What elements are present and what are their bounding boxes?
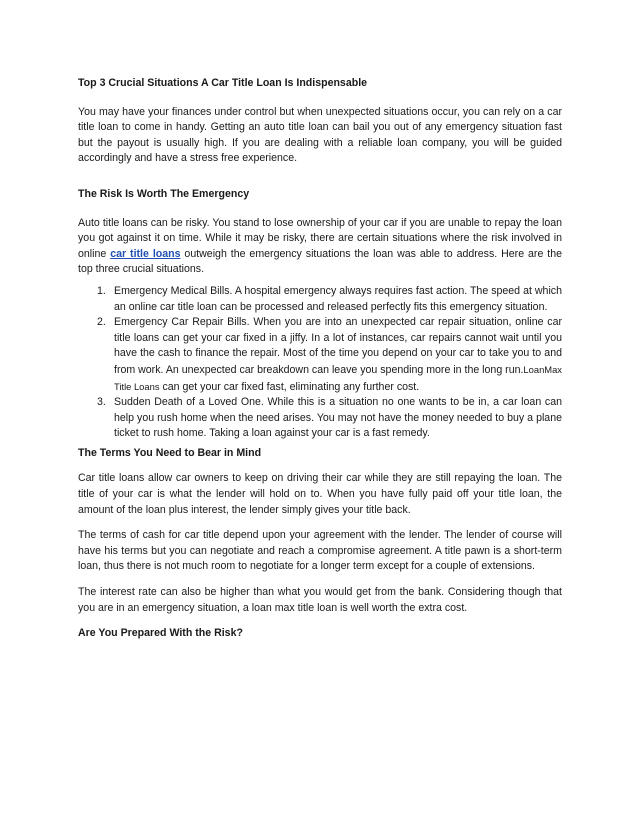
loanmax-title-loans-text: LoanMax Title Loans [114,363,562,392]
interest-paragraph: The interest rate can also be higher than what you would get from the bank. Considering though that you are in an emergency situation, a loan max title loan is well worth the extra cost. [78,586,562,614]
document-title: Top 3 Crucial Situations A Car Title Loan Is Indispensable [78,77,368,89]
list-number: 2. [97,316,106,329]
list-item [78,395,562,442]
terms-heading: The Terms You Need to Bear in Mind [78,446,262,459]
crucial-situations-list [78,284,562,442]
intro-paragraph: You may have your finances under control but when unexpected situations occur, you can rely on a car title loan to come in handy. Getting an auto title loan can bail you out of any emergency situation fast but the payout is usually high. If you are dealing with a reliable loan company, you will be guided accordingly and have a stress free experience. [78,105,562,165]
risk-text-before-link: Auto title loans can be risky. You stand to lose ownership of your car if you are unable to repay the loan you got against it on time. While it may be risky, there are certain situations where the risk involved in online [78,216,562,260]
list-number: 3. [97,396,106,409]
list-item-text: Emergency Car Repair Bills. When you are into an unexpected car repair situation, online car title loans can get your car fixed in a jiffy. In a lot of instances, car repairs cannot wait until you have the cash to finance the repair. Most of the time you depend on your car to take you to and from work. An unexpected car breakdown can leave you spending more in the long run. [114,316,562,376]
list-item-text: Emergency Medical Bills. A hospital emergency always requires fast action. The speed at which an online car title loan can be processed and released perfectly fits this emergency situation. [114,284,562,313]
list-item-text-after: can get your car fixed fast, eliminating any further cost. [159,380,420,393]
list-item [78,284,562,315]
list-item [78,315,562,395]
risk-text-after-link: outweigh the emergency situations the loan was able to address. Here are the top three crucial situations. [78,247,563,276]
list-item-text: Sudden Death of a Loved One. While this is a situation no one wants to be in, a car loan can help you rush home when the need arises. You may not have the money needed to buy a plane ticket to rush home. Taking a loan against your car is a fast remedy. [114,396,562,440]
document-page [78,76,562,642]
final-heading: Are You Prepared With the Risk? [78,627,243,640]
risk-heading: The Risk Is Worth The Emergency [78,187,250,200]
terms-paragraph-2: The terms of cash for car title depend upon your agreement with the lender. The lender of course will have his terms but you can negotiate and reach a compromise agreement. A title pawn is a short-term loan, thus there is not much room to negotiate for a longer term except for a couple of extensions. [78,529,562,573]
car-title-loans-link[interactable]: car title loans [110,247,181,260]
terms-paragraph-1: Car title loans allow car owners to keep on driving their car while they are still repaying the loan. The title of your car is what the lender will hold on to. When you have fully paid off your title loan, the amount of the loan plus interest, the lender simply gives your title back. [78,472,562,516]
list-number: 1. [97,284,106,297]
risk-paragraph [78,216,562,278]
